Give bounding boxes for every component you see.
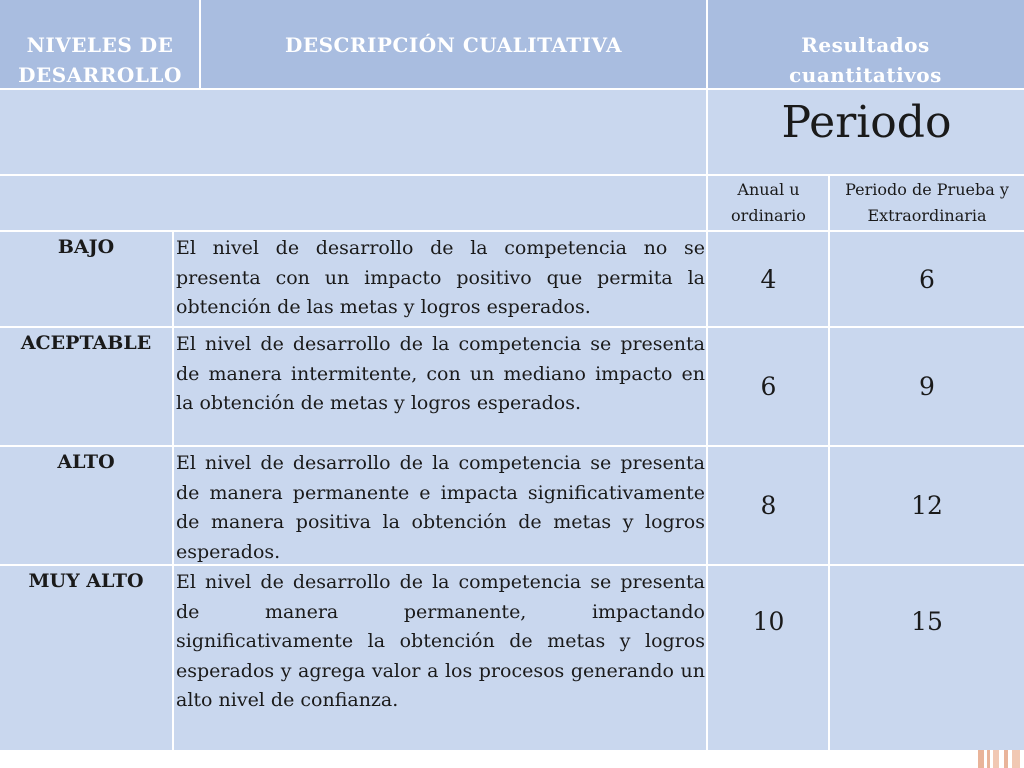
grid-line-col1-header xyxy=(199,0,201,88)
period-spacer xyxy=(0,90,707,174)
grid-line-row1 xyxy=(0,326,1024,328)
grid-line-col1 xyxy=(172,230,174,750)
header-levels xyxy=(0,0,200,88)
subheader-annual xyxy=(709,176,828,230)
description-bajo: El nivel de desarrollo de la competencia no se presenta con un impacto positivo que permita la obtención de las metas y logros esperados. xyxy=(174,232,707,326)
trial-bajo: 6 xyxy=(830,232,1024,326)
header-results xyxy=(707,0,1024,88)
trial-aceptable: 9 xyxy=(830,328,1024,445)
grid-line-col3 xyxy=(828,174,830,750)
annual-muy-alto: 10 xyxy=(709,566,828,676)
header-results-label: Resultados cuantitativos xyxy=(789,33,942,87)
subheader-trial xyxy=(830,176,1024,230)
subheader-trial-label: Periodo de Prueba y Extraordinaria xyxy=(845,180,1009,225)
grid-line-period xyxy=(0,174,1024,176)
level-muy-alto: MUY ALTO xyxy=(0,566,172,750)
description-alto: El nivel de desarrollo de la competencia se presenta de manera permanente e impacta significativamente de manera positiva la obtención de metas y logros esperados. xyxy=(174,447,707,564)
trial-alto: 12 xyxy=(830,447,1024,564)
subheader-annual-label: Anual u ordinario xyxy=(731,180,806,225)
subheader-spacer xyxy=(0,176,707,230)
header-levels-label: NIVELES DE DESARROLLO xyxy=(18,33,182,87)
grid-line-subheader xyxy=(0,230,1024,232)
grid-line-col2 xyxy=(706,0,708,750)
annual-bajo: 4 xyxy=(709,232,828,326)
description-muy-alto: El nivel de desarrollo de la competencia se presenta de manera permanente, impactando significativamente la obtención de metas y logros esperados y agrega valor a los procesos generando un alto nivel de confianza. xyxy=(174,566,707,750)
annual-alto: 8 xyxy=(709,447,828,564)
description-aceptable: El nivel de desarrollo de la competencia se presenta de manera intermitente, con un mediano impacto en la obtención de metas y logros esperados. xyxy=(174,328,707,445)
header-description xyxy=(200,0,707,88)
level-alto: ALTO xyxy=(0,447,172,564)
header-description-label: DESCRIPCIÓN CUALITATIVA xyxy=(284,33,623,57)
footer-stripe-decoration xyxy=(978,750,1024,768)
grid-line-header xyxy=(0,88,1024,90)
annual-aceptable: 6 xyxy=(709,328,828,445)
level-aceptable: ACEPTABLE xyxy=(0,328,172,445)
grid-line-row3 xyxy=(0,564,1024,566)
trial-muy-alto: 15 xyxy=(830,566,1024,676)
level-bajo: BAJO xyxy=(0,232,172,326)
period-title: Periodo xyxy=(709,90,1024,154)
grid-line-row2 xyxy=(0,445,1024,447)
